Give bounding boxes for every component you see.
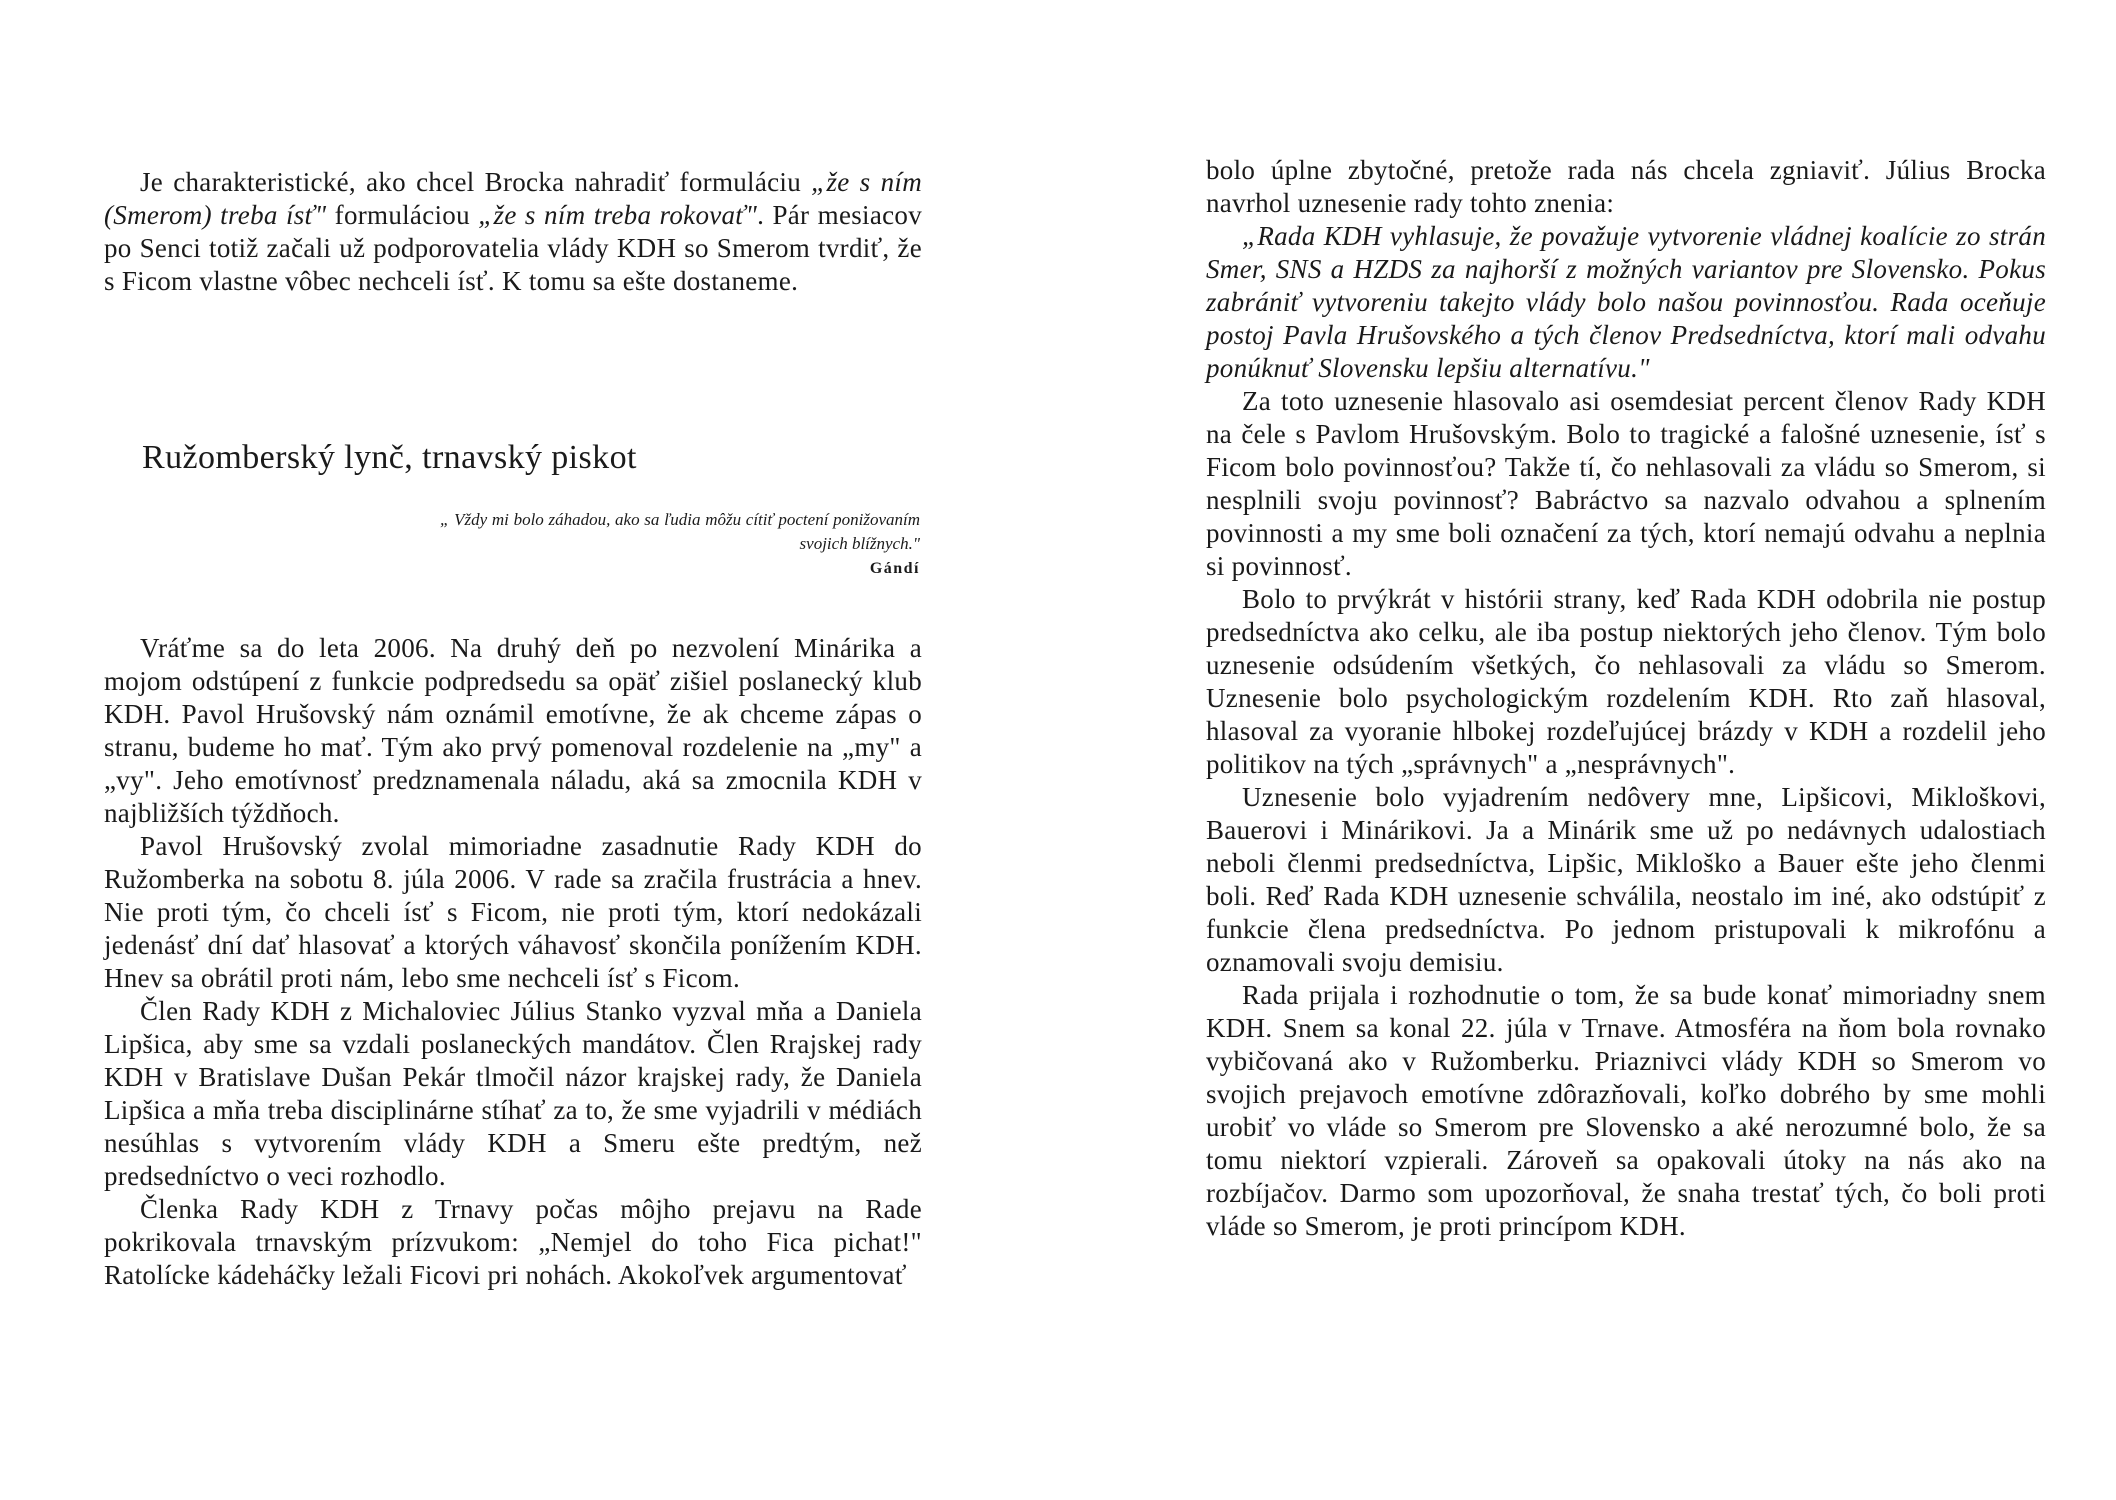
body-paragraph: Člen Rady KDH z Michaloviec Július Stanko vyzval mňa a Daniela Lipšica, aby sme sa vzdali poslaneckých mandátov. Člen Rrajskej rady KDH v Bratislave Dušan Pekár tlmočil názor krajskej rady, že Daniela Lipšica a mňa treba disciplinárne stíhať za to, že sme vyjadrili v médiách nesúhlas s vytvorením vlády KDH a Smeru ešte predtým, než predsedníctvo o veci rozhodlo.: [104, 996, 922, 1191]
body-paragraph: Rada prijala i rozhodnutie o tom, že sa bude konať mimoriadny snem KDH. Snem sa konal 22. júla v Trnave. Atmosféra na ňom bola rovnako vybičovaná ako v Ružomberku. Priaznivci vlády KDH so Smerom vo svojich prejavoch emotívne zdôrazňovali, koľko dobrého by sme mohli urobiť vo vláde so Smerom pre Slovensko a aké nerozumné bolo, že sa tomu niektorí vzpierali. Zároveň sa opakovali útoky na nás ako na rozbíjačov. Darmo som upozorňoval, že snaha trestať tých, čo boli proti vláde so Smerom, je proti princípom KDH.: [1206, 980, 2046, 1241]
body-paragraph: Uznesenie bolo vyjadrením nedôvery mne, Lipšicovi, Mikloškovi, Bauerovi i Minárikovi. Ja a Minárik sme už po nedávnych udalostiach neboli členmi predsedníctva, Lipšic, Mikloško a Bauer ešte jeho členmi boli. Reď Rada KDH uznesenie schválila, neostalo im iné, ako odstúpiť z funkcie člena predsedníctva. Po jednom pristupovali k mikrofónu a oznamovali svoju demisiu.: [1206, 782, 2046, 977]
body-paragraph: Za toto uznesenie hlasovalo asi osemdesiat percent členov Rady KDH na čele s Pavlom Hrušovským. Bolo to tragické a falošné uznesenie, ísť s Ficom bolo povinnosťou? Takže tí, čo nehlasovali za vládu so Smerom, si nesplnili svoju povinnosť? Babráctvo sa nazvalo odvahou a splnením povinnosti a my sme boli označení za tých, ktorí nemajú odvahu a neplnia si povinnosť.: [1206, 386, 2046, 581]
intro-quote-2: „že s ním treba rokovať": [478, 200, 758, 230]
right-page: [1058, 0, 2116, 1500]
intro-text-c: . Pár mesiacov po Senci totiž začali už podporovatelia vlády KDH so Smerom tvrdiť, že s Ficom vlastne vôbec nechceli ísť. K tomu sa ešte dostaneme.: [104, 200, 923, 296]
intro-text-a: Je charakteristické, ako chcel Brocka nahradiť formuláciu: [140, 167, 812, 197]
section-heading: Ružomberský lynč, trnavský piskot: [142, 439, 637, 476]
continuation-paragraph: bolo úplne zbytočné, pretože rada nás chcela zgniaviť. Július Brocka navrhol uznesenie rady tohto znenia:: [1206, 155, 2046, 218]
body-paragraph: Bolo to prvýkrát v histórii strany, keď Rada KDH odobrila nie postup predsedníctva ako celku, ale iba postup niektorých jeho členov. Tým bolo uznesenie odsúdením všetkých, čo nehlasovali za vládu so Smerom. Uznesenie bolo psychologickým rozdelením KDH. Rto zaň hlasoval, hlasoval za vyoranie hlbokej rozdeľujúcej brázdy v KDH a rozdelil jeho politikov na tých „správnych" a „nesprávnych".: [1206, 584, 2046, 779]
body-paragraph: Pavol Hrušovský zvolal mimoriadne zasadnutie Rady KDH do Ružomberka na sobotu 8. júla 2006. V rade sa zračila frustrácia a hnev. Nie proti tým, čo chceli ísť s Ficom, nie proti tým, ktorí nedokázali jedenásť dní dať hlasovať a ktorých váhavosť skončila ponížením KDH. Hnev sa obrátil proti nám, lebo sme nechceli ísť s Ficom.: [104, 831, 922, 993]
body-paragraph: Vráťme sa do leta 2006. Na druhý deň po nezvolení Minárika a mojom odstúpení z funkcie podpredsedu sa opäť zišiel poslanecký klub KDH. Pavol Hrušovský nám oznámil emotívne, že ak chceme zápas o stranu, budeme ho mať. Tým ako prvý pomenoval rozdelenie na „my" a „vy". Jeho emotívnosť predznamenala náladu, aká sa zmocnila KDH v najbližších týždňoch.: [104, 633, 922, 828]
intro-text-b: formuláciou: [326, 200, 479, 230]
body-paragraph: Členka Rady KDH z Trnavy počas môjho prejavu na Rade pokrikovala trnavským prízvukom: „Nemjel do toho Fica pichat!" Ratolícke kádeháčky ležali Ficovi pri nohách. Akokoľvek argumentovať: [104, 1194, 922, 1290]
intro-quote-1: „že s ním (Smerom) treba ísť": [104, 167, 922, 230]
right-body-text: [1206, 154, 2046, 1243]
resolution-quote: „Rada KDH vyhlasuje, že považuje vytvorenie vládnej koalície zo strán Smer, SNS a HZDS za najhorší z možných variantov pre Slovensko. Pokus zabrániť vytvoreniu takejto vlády bolo našou povinnosťou. Rada oceňuje postoj Pavla Hrušovského a tých členov Predsedníctva, ktorí mali odvahu ponúknuť Slovensku lepšiu alternatívu.": [1206, 221, 2046, 383]
left-body-text: [104, 632, 922, 1292]
epigraph-quote: „ Vždy mi bolo záhadou, ako sa ľudia môžu cítiť poctení ponižovaním svojich blížnych.": [440, 510, 920, 553]
intro-paragraph: [104, 166, 922, 298]
intro-paragraph-block: [104, 166, 922, 298]
epigraph-author: Gándí: [869, 560, 920, 577]
